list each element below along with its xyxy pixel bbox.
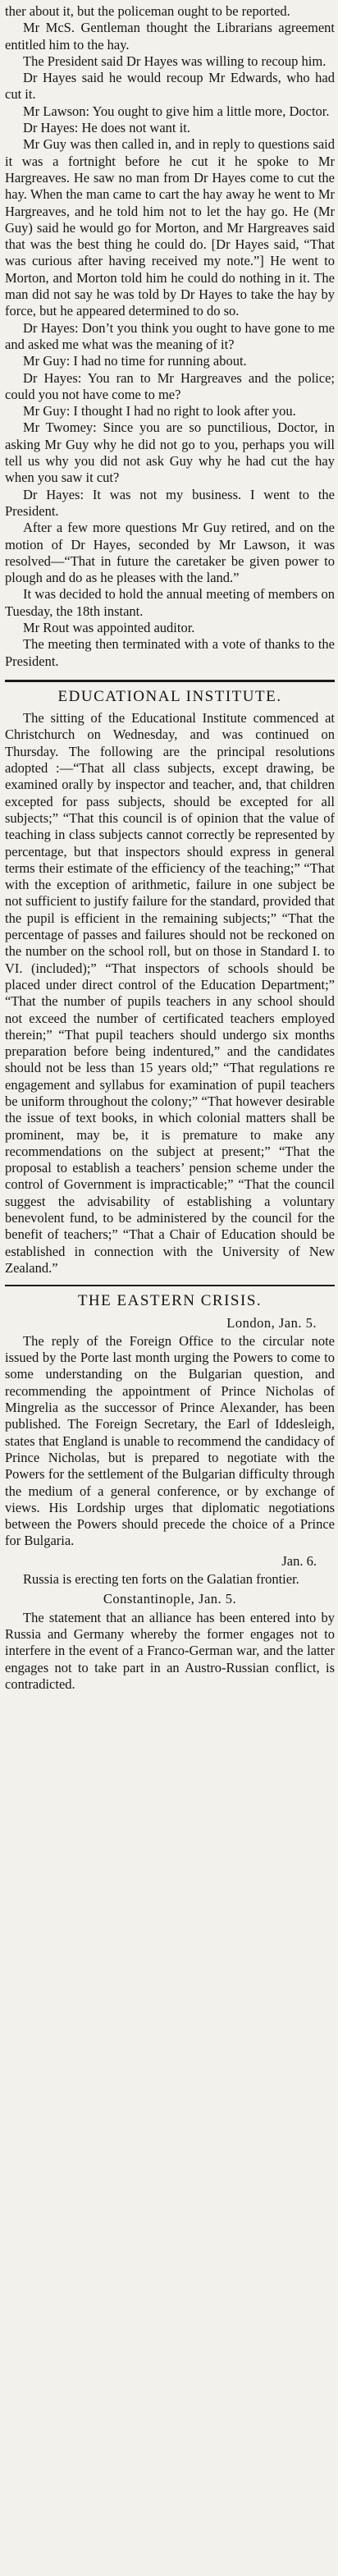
paragraph: Mr McS. Gentleman thought the Librarians agreement entitled him to the hay. — [5, 20, 335, 53]
paragraph: The meeting then terminated with a vote of thanks to the President. — [5, 636, 335, 669]
article-meeting-report — [5, 3, 335, 670]
section-divider — [5, 1285, 335, 1286]
paragraph: Dr Hayes: You ran to Mr Hargreaves and the police; could you not have come to me? — [5, 369, 335, 402]
paragraph: Mr Twomey: Since you are so punctilious, Doctor, in asking Mr Guy why he did not go to you, perhaps you will tell us why you did not ask Guy why he had cut the hay when you saw it cut? — [5, 419, 335, 486]
dateline: Constantinople, Jan. 5. — [103, 1591, 237, 1607]
paragraph: It was decided to hold the annual meeting of members on Tuesday, the 18th instant. — [5, 586, 335, 619]
paragraph: Dr Hayes: Don’t you think you ought to have gone to me and asked me what was the meaning of it? — [5, 319, 335, 352]
dateline: Jan. 6. — [281, 1552, 317, 1569]
newspaper-column — [5, 3, 335, 1693]
paragraph: The reply of the Foreign Office to the circular note issued by the Porte last month urging the Powers to come to some understanding on the Bulgarian question, and recommending the appointment of Prince Nicholas of Mingrelia as the successor of Prince Alexander, has been published. The Foreign Secretary, the Earl of Iddesleigh, states that England is unable to recommend the candidacy of Prince Nicholas, but is prepared to negotiate with the Powers for the settlement of the Bulgarian difficulty through the medium of a general conference, or by exchange of views. His Lordship urges that diplomatic negotiations between the Powers should precede the choice of a Prince for Bulgaria. — [5, 1332, 335, 1549]
paragraph: Mr Guy: I thought I had no right to look after you. — [23, 403, 296, 419]
paragraph: Russia is erecting ten forts on the Galatian frontier. — [23, 1571, 299, 1588]
article-educational-institute — [5, 689, 335, 1277]
paragraph: Mr Guy was then called in, and in reply to questions said it was a fortnight before he cut it he spoke to Mr Hargreaves. He saw no man from Dr Hayes come to cut the hay. When the man came to cart the hay away he went to Mr Hargreaves, and he told him not to let the hay go. He (Mr Guy) said he would go for Morton, and Mr Hargreaves said that was the best thing he could do. [Dr Hayes said, “That was curious after having received my note.”] He went to Morton, and Morton told him he could do nothing in it. The man did not say he was told by Dr Hayes to take the hay by force, but he appeared determined to do so. — [5, 136, 335, 319]
paragraph: Mr Lawson: You ought to give him a little more, Doctor. — [23, 103, 330, 119]
paragraph: Dr Hayes: He does not want it. — [23, 120, 190, 136]
paragraph: ther about it, but the policeman ought to be reported. — [5, 3, 290, 19]
paragraph: Dr Hayes: It was not my business. I went to the President. — [5, 486, 335, 519]
dateline: London, Jan. 5. — [226, 1314, 317, 1331]
article-eastern-crisis — [5, 1293, 335, 1693]
paragraph: The President said Dr Hayes was willing to recoup him. — [23, 53, 327, 69]
paragraph: Mr Guy: I had no time for running about. — [23, 353, 247, 369]
article-heading: THE EASTERN CRISIS. — [77, 1292, 263, 1310]
paragraph: Dr Hayes said he would recoup Mr Edwards, who had cut it. — [5, 70, 335, 103]
paragraph: The statement that an alliance has been entered into by Russia and Germany whereby the former engages not to interfere in the event of a Franco-German war, and the latter engages not to take part in an Austro-Russian conflict, is contradicted. — [5, 1609, 335, 1692]
section-divider — [5, 680, 335, 682]
paragraph: The sitting of the Educational Institute commenced at Christchurch on Wednesday, and was continued on Thursday. The following are the principal resolutions adopted :—“That all class subjects, except drawing, be examined orally by inspector and teacher, and, that children excepted for pass subjects, should be excepted for all subjects;” “That this council is of opinion that the value of teaching in class subjects cannot correctly be represented by percentage, but that inspectors should express in general terms their estimate of the efficiency of the teaching;” “That with the exception of arithmetic, failure in one subject be not sufficient to justify failure for the standard, provided that the pupil is efficient in the remaining subjects;” “That the percentage of passes and failures should not be reckoned on the number on the school roll, but on those in Standard I. to VI. (included);” “That inspectors of schools should be placed under direct control of the Education Department;” “That the number of pupils teachers in any school should not exceed the number of certificated teachers employed therein;” “That pupil teachers should undergo six months preparation before being indentured,” and the candidates should not be less than 15 years old;” “That regulations re engagement and syllabus for examination of pupil teachers be uniform throughout the colony;” “That however desirable the issue of text books, in which colonial matters shall be prominent, may be, it is premature to make any recommendations on the subject at present;” “That the proposal to establish a teachers’ pension scheme under the control of Government is impracticable;” “That the council suggest the advisability of establishing a voluntary benevolent fund, to be administered by the council for the benefit of teachers;” “That a Chair of Education should be established in connection with the University of New Zealand.” — [5, 710, 335, 1276]
paragraph: Mr Rout was appointed auditor. — [23, 619, 195, 635]
article-heading: EDUCATIONAL INSTITUTE. — [57, 687, 282, 705]
paragraph: After a few more questions Mr Guy retired, and on the motion of Dr Hayes, seconded by Mr Lawson, it was resolved—“That in future the caretaker be given power to plough and do as he pleases with the land.” — [5, 520, 335, 586]
